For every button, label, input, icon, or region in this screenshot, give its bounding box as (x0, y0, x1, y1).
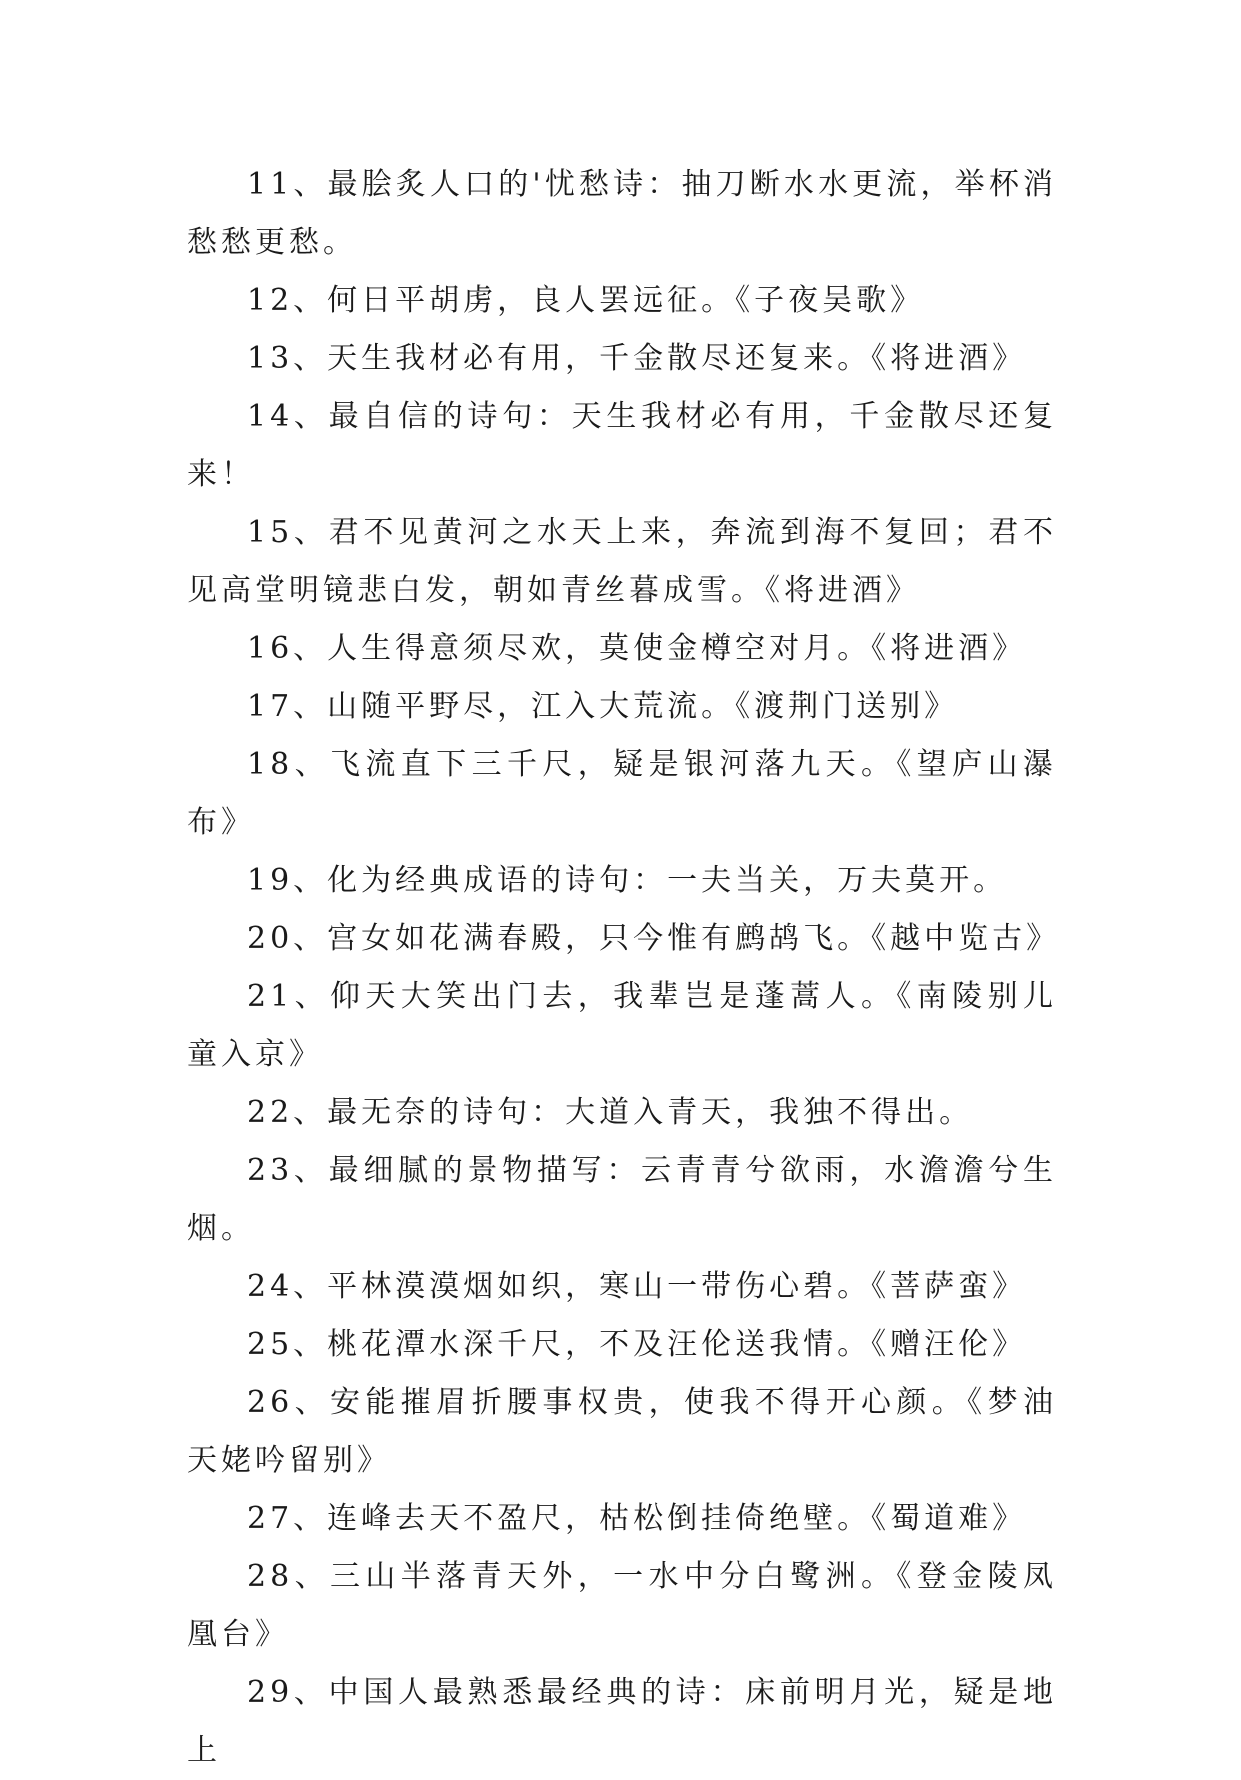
paragraph-25: 25、桃花潭水深千尺，不及汪伦送我情。《赠汪伦》 (247, 1327, 1027, 1362)
paragraph-23: 23、最细腻的景物描写：云青青兮欲雨，水澹澹兮生烟。 (187, 1153, 1057, 1246)
paragraph-21: 21、仰天大笑出门去，我辈岂是蓬蒿人。《南陵别儿童入京》 (187, 979, 1057, 1072)
paragraph-12: 12、何日平胡虏，良人罢远征。《子夜吴歌》 (247, 283, 925, 318)
paragraph-15: 15、君不见黄河之水天上来，奔流到海不复回；君不见高堂明镜悲白发，朝如青丝暮成雪。《将进酒》 (187, 515, 1057, 608)
paragraph-17: 17、山随平野尽，江入大荒流。《渡荆门送别》 (247, 689, 959, 724)
paragraph-14: 14、最自信的诗句：天生我材必有用，千金散尽还复来！ (187, 399, 1057, 492)
paragraph-11: 11、最脍炙人口的'忧愁诗：抽刀断水水更流，举杯消愁愁更愁。 (187, 167, 1057, 260)
paragraph-27: 27、连峰去天不盈尺，枯松倒挂倚绝壁。《蜀道难》 (247, 1501, 1027, 1536)
paragraph-28: 28、三山半落青天外，一水中分白鹭洲。《登金陵凤凰台》 (187, 1559, 1057, 1652)
document-body (187, 156, 1061, 1780)
paragraph-18: 18、飞流直下三千尺，疑是银河落九天。《望庐山瀑布》 (187, 747, 1057, 840)
paragraph-22: 22、最无奈的诗句：大道入青天，我独不得出。 (247, 1095, 974, 1130)
paragraph-19: 19、化为经典成语的诗句：一夫当关，万夫莫开。 (247, 863, 1008, 898)
paragraph-24: 24、平林漠漠烟如织，寒山一带伤心碧。《菩萨蛮》 (247, 1269, 1027, 1304)
paragraph-13: 13、天生我材必有用，千金散尽还复来。《将进酒》 (247, 341, 1027, 376)
paragraph-26: 26、安能摧眉折腰事权贵，使我不得开心颜。《梦油天姥吟留别》 (187, 1385, 1057, 1478)
paragraph-20: 20、宫女如花满春殿，只今惟有鹧鸪飞。《越中览古》 (247, 921, 1061, 956)
paragraph-16: 16、人生得意须尽欢，莫使金樽空对月。《将进酒》 (247, 631, 1027, 666)
paragraph-29: 29、中国人最熟悉最经典的诗：床前明月光，疑是地上 (187, 1675, 1057, 1768)
